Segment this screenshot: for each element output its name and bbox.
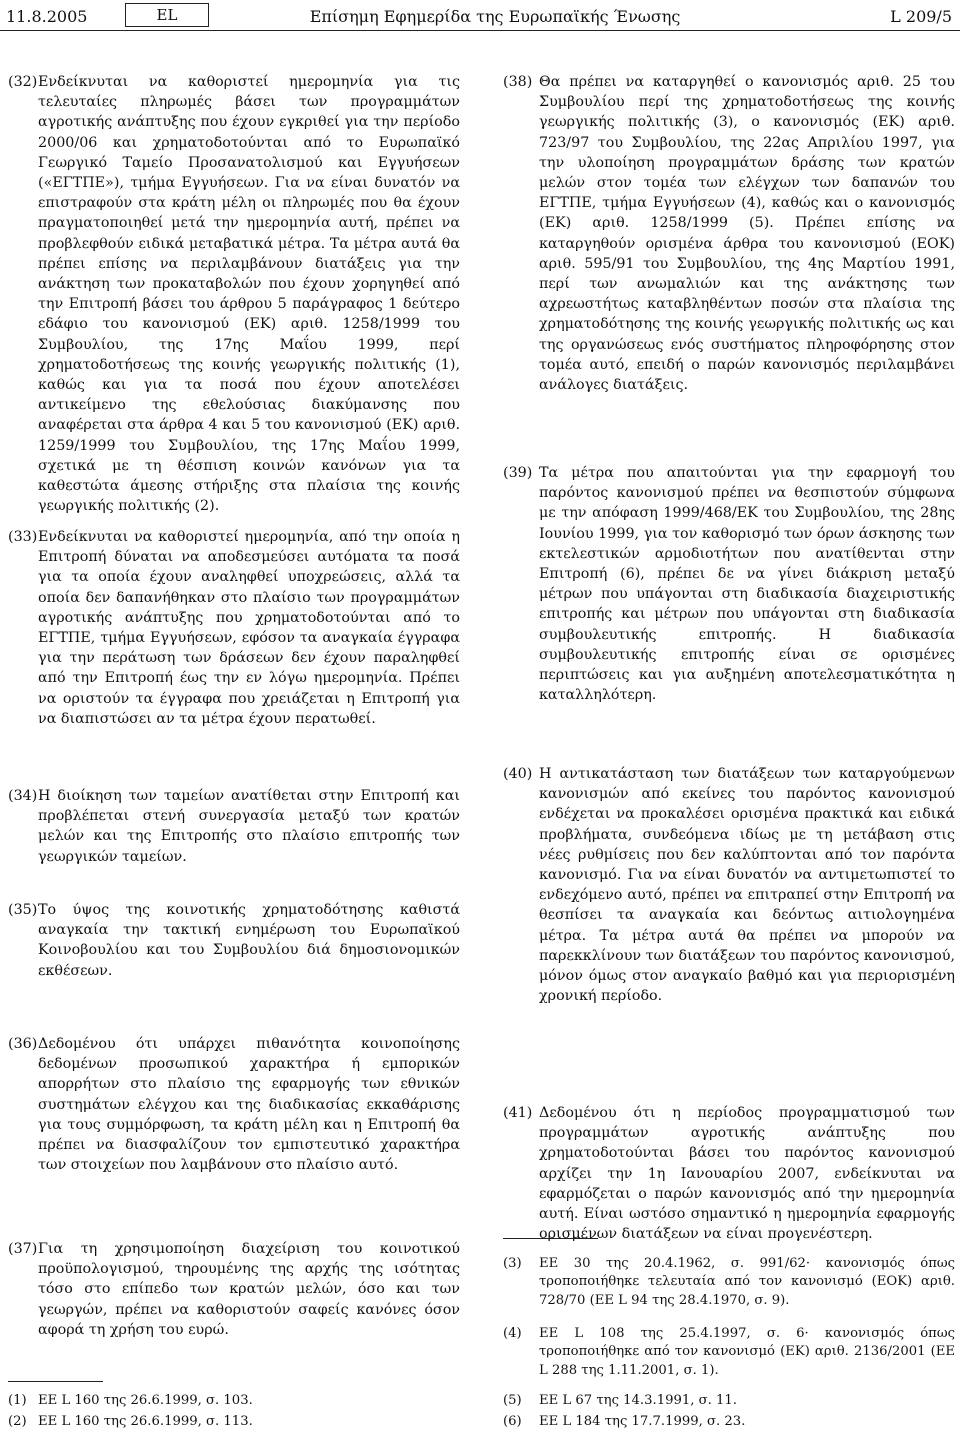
- recital-text: Δεδομένου ότι η περίοδος προγραμματισμού των προγραμμάτων αγροτικής ανάπτυξης που χρηματοδοτούνται βάσει του παρόντος κανονισμού αρχίζει την 1η Ιανουαρίου 2007, ενδείκνυται να εφαρμόζεται ο παρών κανονισμός από την ημερομηνία αυτή. Είναι ωστόσο σημαντικό η ημερομηνία εφαρμογής ορισμένων διατάξεων να είναι προγενέστερη.: [539, 1105, 955, 1243]
- footnote-text: ΕΕ 30 της 20.4.1962, σ. 991/62· κανονισμός όπως τροποποιήθηκε τελευταία από τον κανονισμό (ΕΟΚ) αριθ. 728/70 (ΕΕ L 94 της 28.4.1970, σ. 9).: [539, 1256, 955, 1308]
- footnote-5: [503, 1392, 955, 1410]
- recital-number: (36): [8, 1036, 38, 1052]
- recital-text: Για τη χρησιμοποίηση διαχείριση του κοινοτικού προϋπολογισμού, τηρουμένης της αρχής της ισότητας τόσο στο επίπεδο των κρατών μελών, όσο και των γεωργών, πρέπει να καθοριστούν σαφείς κανόνες όσον αφορά τη χρήση του ευρώ.: [38, 1241, 460, 1338]
- recital-number: (38): [503, 74, 533, 90]
- recital-number: (39): [503, 465, 533, 481]
- recital-39: [503, 463, 955, 705]
- header-rule: [0, 30, 960, 31]
- recital-text: Το ύψος της κοινοτικής χρηματοδότησης καθιστά αναγκαία την τακτική ενημέρωση του Ευρωπαϊκού Κοινοβουλίου και του Συμβουλίου διά δημοσιονομικών εκθέσεων.: [38, 902, 460, 979]
- journal-title: Επίσημη Εφημερίδα της Ευρωπαϊκής Ένωσης: [309, 7, 681, 26]
- footnote-6: [503, 1413, 955, 1431]
- recital-text: Δεδομένου ότι υπάρχει πιθανότητα κοινοποίησης δεδομένων προσωπικού χαρακτήρα ή εμπορικών απορρήτων στο πλαίσιο της εφαρμογής των εθνικών συστημάτων ελέγχου και της διαδικασίας εκκαθάρισης για τους συμμόρφωση, τα κράτη μέλη και η Επιτροπή θα πρέπει να διασφαλίζουν τον εμπιστευτικό χαρακτήρα των στοιχείων που λαμβάνουν στο πλαίσιο αυτό.: [38, 1036, 460, 1174]
- recital-text: Η διοίκηση των ταμείων ανατίθεται στην Επιτροπή και προβλέπεται στενή συνεργασία μεταξύ των κρατών μελών και της Επιτροπής στο πλαίσιο επιτροπής των γεωργικών ταμείων.: [38, 788, 460, 865]
- footnote-1: [8, 1392, 460, 1410]
- footnote-text: ΕΕ L 108 της 25.4.1997, σ. 6· κανονισμός όπως τροποποιήθηκε από τον κανονισμό (ΕΚ) αριθ. 2136/2001 (ΕΕ L 288 της 1.11.2001, σ. 1).: [539, 1326, 955, 1378]
- recital-text: Η αντικατάσταση των διατάξεων των καταργούμενων κανονισμών από εκείνες του παρόντος κανονισμού ενδέχεται να προκαλέσει ορισμένα πρακτικά και ειδικά προβλήματα, συνδεόμενα ιδίως με τη μετάβαση στις νέες ρυθμίσεις που δεν καλύπτονται από τον παρόντα κανονισμό. Για να είναι δυνατόν να αντιμετωπιστεί το ενδεχόμενο αυτό, πρέπει να επιτραπεί στην Επιτροπή να θεσπίσει τα αναγκαία και δεόντως αιτιολογημένα μέτρα. Τα μέτρα αυτά θα πρέπει να μπορούν να παρεκκλίνουν των διατάξεων του παρόντος κανονισμού, μόνον όμως στον αναγκαίο βαθμό και για περιορισμένη χρονική περίοδο.: [539, 766, 955, 1005]
- recital-number: (41): [503, 1105, 533, 1121]
- recital-40: [503, 764, 955, 1006]
- recital-38: [503, 72, 955, 395]
- footnote-text: ΕΕ L 184 της 17.7.1999, σ. 23.: [539, 1414, 746, 1429]
- recital-number: (37): [8, 1241, 38, 1257]
- header-date: 11.8.2005: [6, 7, 88, 26]
- footnote-2: [8, 1413, 460, 1431]
- recital-37: [8, 1239, 460, 1340]
- recital-number: (35): [8, 902, 38, 918]
- recital-35: [8, 900, 460, 981]
- recital-number: (34): [8, 788, 38, 804]
- footnote-4: [503, 1325, 955, 1380]
- footnote-rule-right: [503, 1238, 598, 1239]
- recital-34: [8, 786, 460, 867]
- footnote-mark: (4): [503, 1326, 522, 1341]
- footnote-3: [503, 1255, 955, 1310]
- recital-text: Θα πρέπει να καταργηθεί ο κανονισμός αριθ. 25 του Συμβουλίου περί της χρηματοδοτήσεως της κοινής γεωργικής πολιτικής (3), ο κανονισμός (ΕΚ) αριθ. 723/97 του Συμβουλίου, της 22ας Απριλίου 1997, για την υλοποίηση προγραμμάτων δράσης των κρατών μελών στον τομέα των ελέγχων των δαπανών του ΕΓΤΠΕ, τμήμα Εγγυήσεων (4), καθώς και ο κανονισμός (ΕΚ) αριθ. 1258/1999 (5). Πρέπει επίσης να καταργηθούν ορισμένα άρθρα του κανονισμού (ΕΟΚ) αριθ. 595/91 του Συμβουλίου, της 4ης Μαρτίου 1991, περί των ανωμαλιών και της ανάκτησης των αχρεωστήτως καταβληθέντων ποσών στα πλαίσια της χρηματοδότησης της κοινής γεωργικής πολιτικής ως και της οργανώσεως ενός συστήματος πληροφόρησης στον τομέα αυτό, επειδή ο παρών κανονισμός περιλαμβάνει ανάλογες διατάξεις.: [539, 74, 955, 394]
- recital-text: Ενδείκνυται να καθοριστεί ημερομηνία, από την οποία η Επιτροπή δύναται να αποδεσμεύσει αυτόματα τα ποσά για τα οποία έχουν αναληφθεί υποχρεώσεις, αλλά τα οποία δεν δαπανήθηκαν στο πλαίσιο των προγραμμάτων αγροτικής ανάπτυξης που χρηματοδοτούνται από το ΕΓΤΠΕ, τμήμα Εγγυήσεων, εφόσον τα αναγκαία έγγραφα για την περάτωση των δράσεων δεν έχουν παραληφθεί από την Επιτροπή έως την εν λόγω ημερομηνία. Πρέπει να οριστούν τα έγγραφα που χρειάζεται η Επιτροπή για να διαπιστώσει αν τα μέτρα έχουν περατωθεί.: [38, 529, 460, 727]
- page-header: [0, 0, 960, 30]
- footnote-mark: (1): [8, 1393, 27, 1408]
- recital-number: (33): [8, 529, 38, 545]
- language-badge: EL: [125, 3, 209, 27]
- recital-33: [8, 527, 460, 729]
- footnote-text: ΕΕ L 160 της 26.6.1999, σ. 113.: [38, 1414, 253, 1429]
- recital-36: [8, 1034, 460, 1175]
- page-number: L 209/5: [890, 7, 952, 26]
- recital-number: (32): [8, 74, 38, 90]
- footnote-mark: (6): [503, 1414, 522, 1429]
- recital-text: Ενδείκνυται να καθοριστεί ημερομηνία για τις τελευταίες πληρωμές βάσει των προγραμμάτων αγροτικής ανάπτυξης που έχουν εγκριθεί για την περίοδο 2000/06 και χρηματοδοτούνται από το Ευρωπαϊκό Γεωργικό Ταμείο Προσανατολισμού και Εγγυήσεων («ΕΓΤΠΕ»), τμήμα Εγγυήσεων. Για να είναι δυνατόν να επιστραφούν στα κράτη μέλη οι πληρωμές που θα έχουν πραγματοποιηθεί μετά την ημερομηνία αυτή, πρέπει να προβλεφθούν ειδικά μεταβατικά μέτρα. Τα μέτρα αυτά θα πρέπει επίσης να περιλαμβάνουν διατάξεις για την ανάκτηση των προκαταβολών που έχουν χορηγηθεί από την Επιτροπή βάσει του άρθρου 5 παράγραφος 1 δεύτερο εδάφιο του κανονισμού (ΕΚ) αριθ. 1258/1999 του Συμβουλίου, της 17ης Μαΐου 1999, περί χρηματοδοτήσεως της κοινής γεωργικής πολιτικής (1), καθώς και για τα ποσά που έχουν αποτελέσει αντικείμενο της εθελούσιας διακύμανσης που αναφέρεται στα άρθρα 4 και 5 του κανονισμού (ΕΚ) αριθ. 1259/1999 του Συμβουλίου, της 17ης Μαΐου 1999, σχετικά με τη θέσπιση κοινών κανόνων για τα καθεστώτα άμεσης στήριξης στα πλαίσια της κοινής γεωργικής πολιτικής (2).: [38, 74, 460, 515]
- footnote-text: ΕΕ L 67 της 14.3.1991, σ. 11.: [539, 1393, 737, 1408]
- recital-number: (40): [503, 766, 533, 782]
- footnote-mark: (5): [503, 1393, 522, 1408]
- footnote-mark: (3): [503, 1256, 522, 1271]
- recital-41: [503, 1103, 955, 1244]
- footnote-text: ΕΕ L 160 της 26.6.1999, σ. 103.: [38, 1393, 253, 1408]
- recital-text: Τα μέτρα που απαιτούνται για την εφαρμογή του παρόντος κανονισμού πρέπει να θεσπιστούν σύμφωνα με την απόφαση 1999/468/ΕΚ του Συμβουλίου, της 28ης Ιουνίου 1999, για τον καθορισμό των όρων άσκησης των εκτελεστικών αρμοδιοτήτων που ανατίθενται στην Επιτροπή (6), πρέπει δε να γίνει διάκριση μεταξύ μέτρων που υπάγονται στη διαδικασία διαχειριστικής επιτροπής και μέτρων που υπάγονται στη διαδικασία συμβουλευτικής επιτροπής. Η διαδικασία συμβουλευτικής επιτροπής είναι σε ορισμένες περιπτώσεις και για αυξημένη αποτελεσματικότητα η καταλληλότερη.: [539, 465, 955, 704]
- footnote-rule-left: [8, 1381, 103, 1382]
- footnote-mark: (2): [8, 1414, 27, 1429]
- recital-32: [8, 72, 460, 516]
